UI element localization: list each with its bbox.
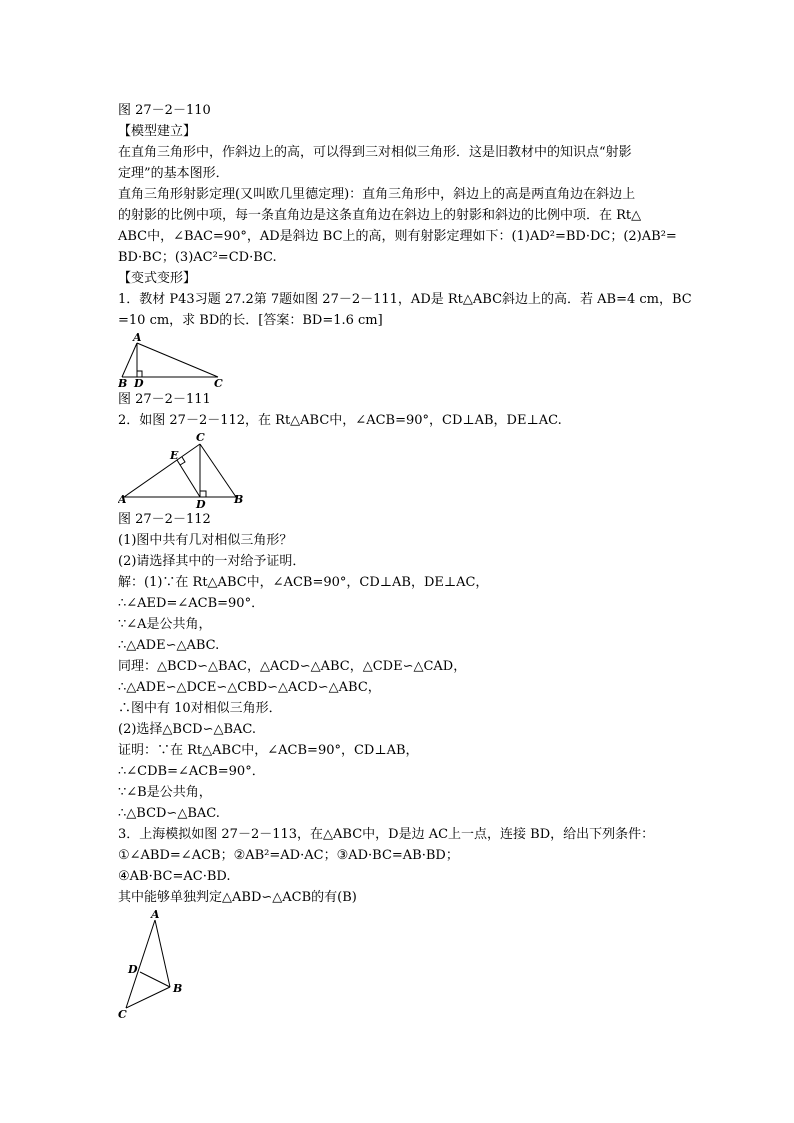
fig112-label-d: D: [196, 498, 206, 509]
question-2-line-1: 2．如图 27－2－112，在 Rt△ABC中，∠ACB=90°，CD⊥AB，DE⊥AC.: [118, 413, 562, 428]
question-3-line-3: ④AB·BC=AC·BD.: [118, 869, 231, 884]
solution-line-2: ∴∠AED=∠ACB=90°．: [118, 596, 265, 611]
fig112-label-c: C: [196, 431, 205, 444]
fig113-label-a: A: [151, 908, 160, 921]
model-paragraph-2-line-1: 直角三角形射影定理(又叫欧几里德定理)：直角三角形中，斜边上的高是两直角边在斜边上: [118, 187, 636, 202]
figure-caption-110: 图 27－2－110: [118, 103, 211, 118]
question-2-part-1: (1)图中共有几对相似三角形？: [118, 533, 293, 548]
model-paragraph-1-line-1: 在直角三角形中，作斜边上的高，可以得到三对相似三角形．这是旧教材中的知识点“射影: [118, 145, 632, 160]
figure-111-triangle: [118, 331, 248, 389]
question-3-line-4: 其中能够单独判定△ABD∽△ACB的有(B): [118, 890, 357, 905]
figure-113-triangle: [118, 908, 198, 1020]
fig111-label-c: C: [214, 377, 223, 389]
solution-line-5: 同理：△BCD∽△BAC，△ACD∽△ABC，△CDE∽△CAD，: [118, 659, 467, 674]
fig113-label-b: B: [173, 982, 183, 995]
section-heading-variant: 【变式变形】: [118, 271, 197, 286]
figure-caption-112: 图 27－2－112: [118, 512, 211, 527]
fig112-label-b: B: [234, 493, 244, 506]
fig111-label-a: A: [133, 331, 142, 344]
model-paragraph-1-line-2: 定理”的基本图形．: [118, 166, 229, 181]
solution-line-4: ∴△ADE∽△ABC.: [118, 638, 220, 653]
question-2-part-2: (2)请选择其中的一对给予证明．: [118, 554, 306, 569]
fig112-label-e: E: [170, 449, 179, 462]
solution-line-7: ∴图中有 10对相似三角形．: [118, 701, 282, 716]
question-3-line-2: ①∠ABD=∠ACB；②AB²=AD·AC；③AD·BC=AB·BD；: [118, 848, 459, 863]
model-paragraph-2-line-2: 的射影的比例中项，每一条直角边是这条直角边在斜边上的射影和斜边的比例中项．在 Rt△: [118, 208, 642, 223]
solution-line-8: (2)选择△BCD∽△BAC.: [118, 722, 257, 737]
proof-line-2: ∴∠CDB=∠ACB=90°．: [118, 764, 265, 779]
proof-line-4: ∴△BCD∽△BAC.: [118, 806, 220, 821]
question-1-line-2: =10 cm，求 BD的长．[答案：BD=1.6 cm]: [118, 313, 383, 328]
solution-line-6: ∴△ADE∽△DCE∽△CBD∽△ACD∽△ABC，: [118, 680, 381, 695]
proof-line-3: ∵∠B是公共角，: [118, 785, 212, 800]
solution-line-3: ∵∠A是公共角，: [118, 617, 212, 632]
question-3-line-1: 3．上海模拟如图 27－2－113，在△ABC中，D是边 AC上一点，连接 BD，给出下列条件：: [118, 827, 655, 842]
fig112-label-a: A: [118, 493, 127, 506]
figure-112-triangle: [118, 431, 258, 509]
document-body: [118, 100, 692, 1020]
solution-line-1: 解：(1)∵在 Rt△ABC中，∠ACB=90°，CD⊥AB，DE⊥AC，: [118, 575, 489, 590]
fig113-label-d: D: [128, 963, 138, 976]
fig113-label-c: C: [118, 1008, 127, 1020]
figure-caption-111: 图 27－2－111: [118, 392, 211, 407]
section-heading-model: 【模型建立】: [118, 124, 197, 139]
model-paragraph-2-line-3: ABC中，∠BAC=90°，AD是斜边 BC上的高，则有射影定理如下：(1)AD²=BD·DC；(2)AB²=: [118, 229, 677, 244]
fig111-label-b: B: [118, 377, 128, 389]
question-1-line-1: 1．教材 P43习题 27.2第 7题如图 27－2－111，AD是 Rt△ABC斜边上的高．若 AB=4 cm，BC: [118, 292, 692, 307]
proof-line-1: 证明：∵在 Rt△ABC中，∠ACB=90°，CD⊥AB，: [118, 743, 419, 758]
fig111-label-d: D: [134, 377, 144, 389]
model-paragraph-2-line-4: BD·BC；(3)AC²=CD·BC.: [118, 250, 277, 265]
